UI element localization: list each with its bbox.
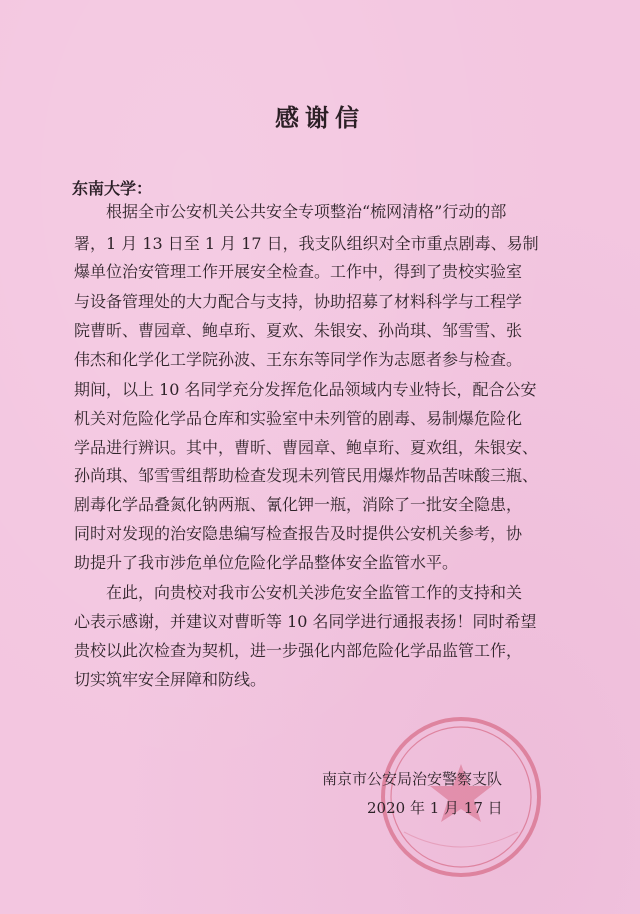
body-line: 与设备管理处的大力配合与支持，协助招募了材料科学与工程学	[74, 292, 523, 311]
body-line: 剧毒化学品叠氮化钠两瓶、氰化钾一瓶，消除了一批安全隐患，	[74, 495, 523, 514]
body-line: 贵校以此次检查为契机，进一步强化内部危险化学品监管工作，	[74, 641, 523, 660]
body-line: 署，1 月 13 日至 1 月 17 日，我支队组织对全市重点剧毒、易制	[74, 234, 539, 253]
body-line: 学品进行辨识。其中，曹昕、曹园章、鲍卓珩、夏欢组，朱银安、	[74, 438, 539, 457]
body-line: 孙尚琪、邹雪雪组帮助检查发现未列管民用爆炸物品苦味酸三瓶、	[74, 466, 539, 485]
salutation: 东南大学：	[72, 179, 153, 198]
body-line: 助提升了我市涉危单位危险化学品整体安全监管水平。	[74, 553, 459, 572]
body-line: 院曹昕、曹园章、鲍卓珩、夏欢、朱银安、孙尚琪、邹雪雪、张	[74, 321, 523, 340]
signature-date: 2020 年 1 月 17 日	[367, 799, 503, 817]
body-line: 伟杰和化学化工学院孙波、王东东等同学作为志愿者参与检查。	[74, 350, 523, 369]
body-line: 爆单位治安管理工作开展安全检查。工作中，得到了贵校实验室	[74, 262, 523, 281]
letter-title: 感谢信	[275, 103, 365, 132]
body-line: 机关对危险化学品仓库和实验室中未列管的剧毒、易制爆危险化	[74, 409, 523, 428]
body-line: 在此，向贵校对我市公安机关涉危安全监管工作的支持和关	[106, 583, 523, 602]
body-line: 心表示感谢，并建议对曹昕等 10 名同学进行通报表扬！同时希望	[74, 612, 537, 631]
body-line: 同时对发现的治安隐患编写检查报告及时提供公安机关参考，协	[74, 524, 523, 543]
body-line: 根据全市公安机关公共安全专项整治“梳网清格”行动的部	[106, 202, 507, 221]
signature-organization: 南京市公安局治安警察支队	[322, 770, 503, 788]
body-line: 切实筑牢安全屏障和防线。	[74, 670, 267, 689]
body-line: 期间，以上 10 名同学充分发挥危化品领域内专业特长，配合公安	[74, 380, 537, 399]
